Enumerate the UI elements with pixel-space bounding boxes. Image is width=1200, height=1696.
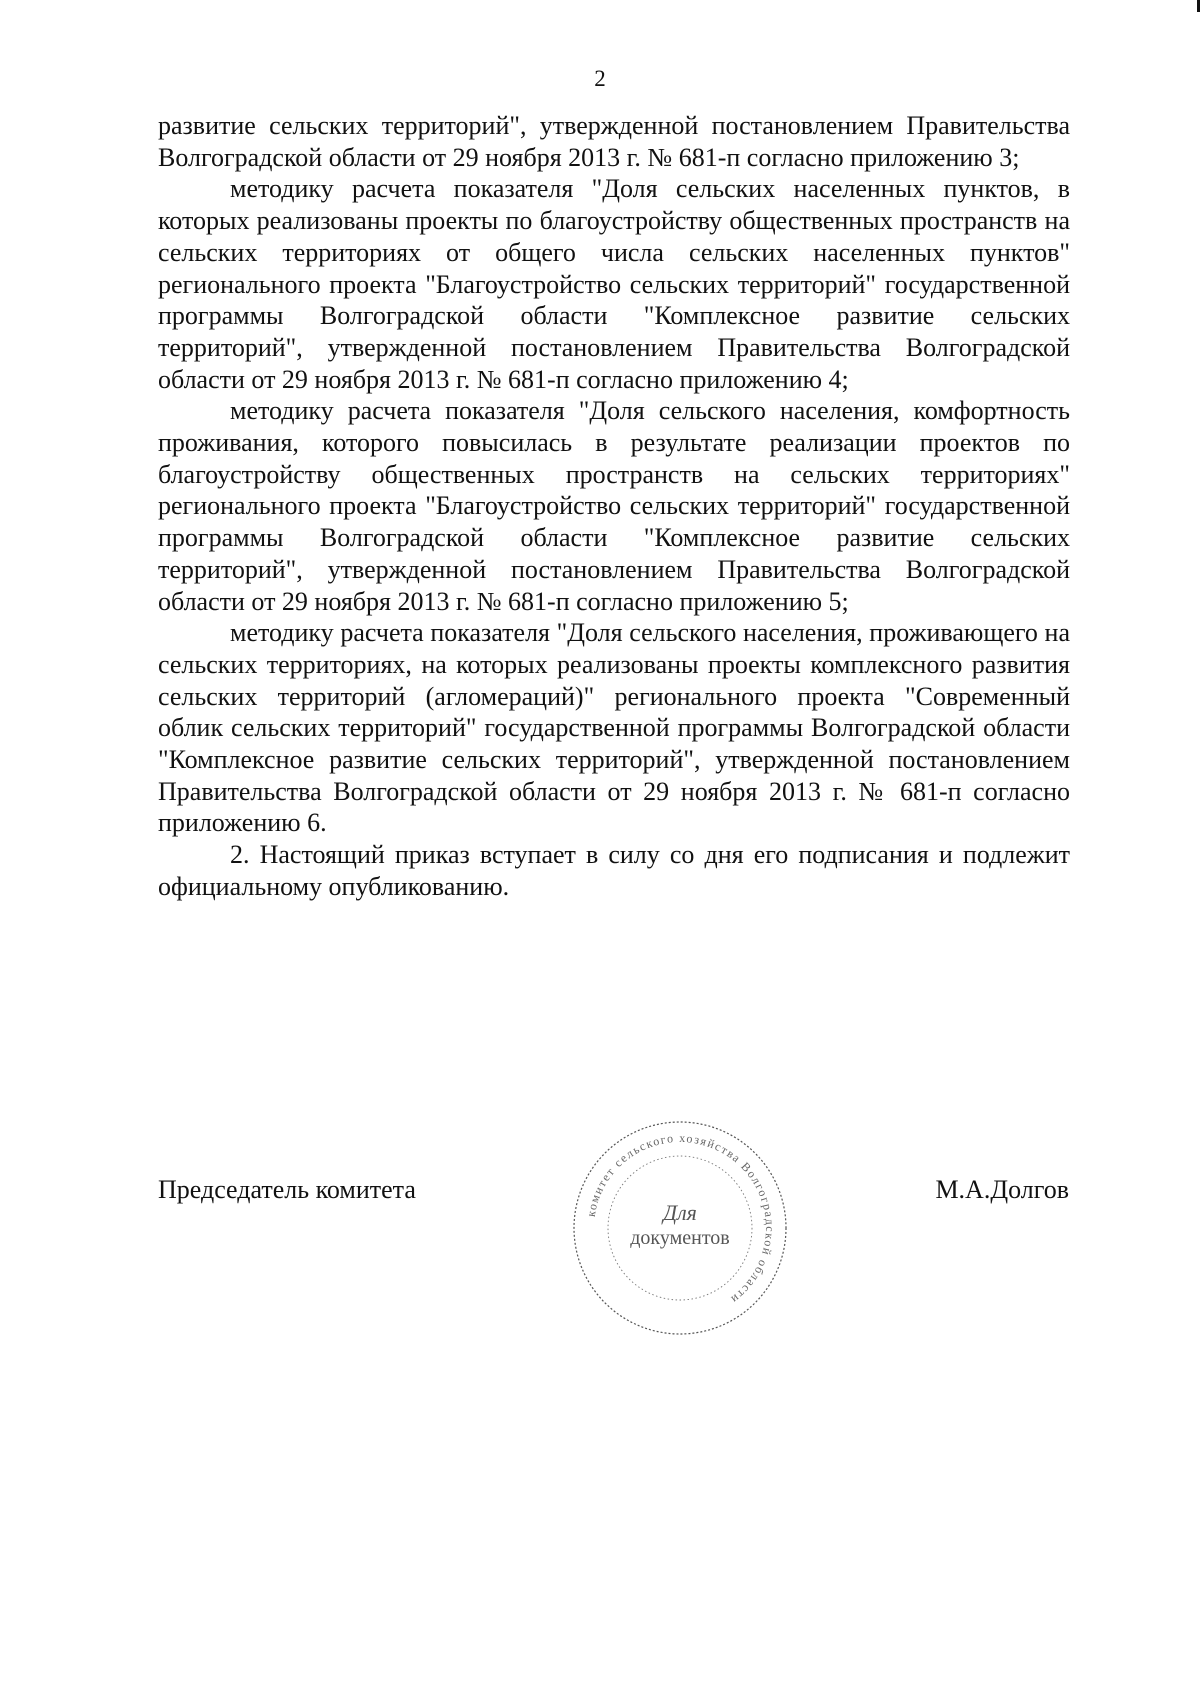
page-number: 2: [594, 66, 606, 91]
paragraph-1: развитие сельских территорий", утвержденной постановлением Правительства Волгоградской области от 29 ноября 2013 г. № 681-п согласно приложению 3;: [158, 111, 1070, 172]
paragraph-5: 2. Настоящий приказ вступает в силу со дня его подписания и подлежит официальному опубликованию.: [158, 840, 1070, 901]
paragraph-2: методику расчета показателя "Доля сельских населенных пунктов, в которых реализованы проекты по благоустройству общественных пространств на сельских территориях от общего числа сельских населенных пунктов" регионального проекта "Благоустройство сельских территорий" государственной программы Волгоградской области "Комплексное развитие сельских территорий", утвержденной постановлением Правительства Волгоградской области от 29 ноября 2013 г. № 681-п согласно приложению 4;: [158, 174, 1070, 394]
official-stamp: [568, 1116, 792, 1340]
signatory-name: М.А.Долгов: [935, 1175, 1069, 1204]
stamp-center-line-1: Для: [663, 1200, 697, 1225]
signatory-position: Председатель комитета: [158, 1175, 416, 1204]
document-body: [158, 110, 1070, 903]
paragraph-3: методику расчета показателя "Доля сельского населения, комфортность проживания, которого повысилась в результате реализации проектов по благоустройству общественных пространств на сельских территориях" регионального проекта "Благоустройство сельских территорий" государственной программы Волгоградской области "Комплексное развитие сельских территорий", утвержденной постановлением Правительства Волгоградской области от 29 ноября 2013 г. № 681-п согласно приложению 5;: [158, 396, 1070, 616]
stamp-center-line-2: документов: [630, 1227, 730, 1249]
paragraph-4: методику расчета показателя "Доля сельского населения, проживающего на сельских территориях, на которых реализованы проекты комплексного развития сельских территорий (агломераций)" регионального проекта "Современный облик сельских территорий" государственной программы Волгоградской области "Комплексное развитие сельских территорий", утвержденной постановлением Правительства Волгоградской области от 29 ноября 2013 г. № 681-п согласно приложению 6.: [158, 618, 1070, 838]
stamp-ring-text: комитет сельского хозяйства Волгоградской области: [583, 1130, 778, 1308]
